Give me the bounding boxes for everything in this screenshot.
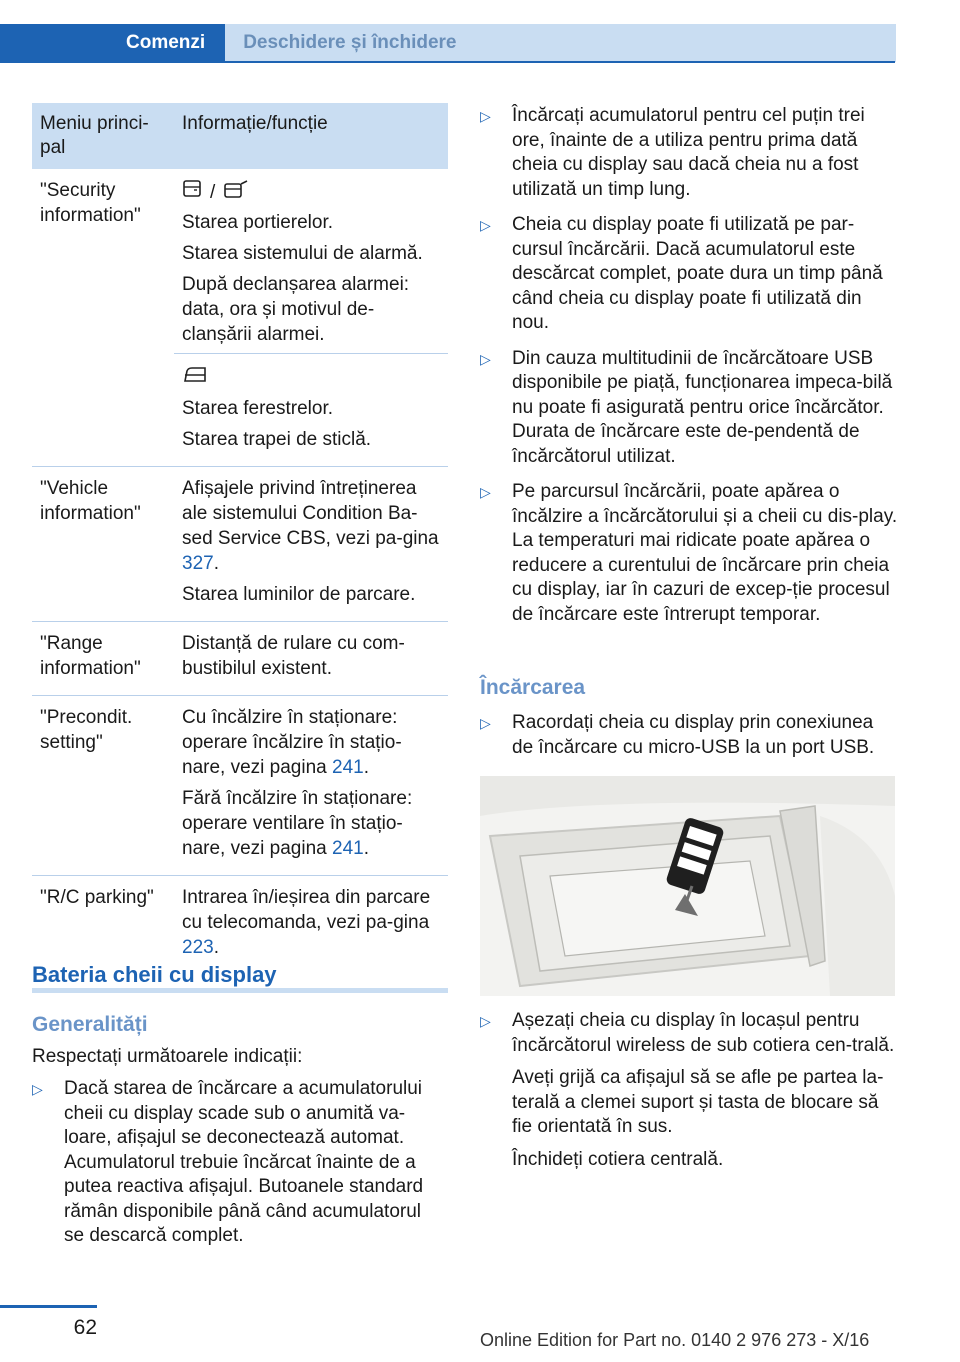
page-number: 62 xyxy=(73,1316,97,1339)
rc-parking-text: Intrarea în/ieșirea din parcare cu telecomanda, vezi pa-gina xyxy=(182,887,431,933)
list-item xyxy=(480,104,898,202)
cbs-suffix: . xyxy=(213,553,219,574)
charging-title: Încărcarea xyxy=(480,676,586,699)
armrest-charger-illustration xyxy=(480,776,895,996)
menu-table xyxy=(32,103,448,993)
cbs-info xyxy=(182,476,440,576)
footer-edition: Online Edition for Part no. 0140 2 976 273 - X/16 xyxy=(480,1330,870,1350)
wireless-step-3: Închideți cotiera centrală. xyxy=(512,1148,724,1170)
footer-divider xyxy=(0,1305,97,1308)
door-icons xyxy=(182,178,440,206)
info-cell xyxy=(174,622,448,695)
heating-suffix: . xyxy=(363,757,369,778)
heating-info xyxy=(182,705,440,780)
windows-sub-cell xyxy=(174,353,448,452)
icon-separator: / xyxy=(210,181,216,203)
table-header-info: Informație/funcție xyxy=(182,113,328,134)
wireless-step-1: Așezați cheia cu display în locașul pentru încărcătorul wireless de sub cotiera cen-trală. xyxy=(512,1010,895,1056)
range-info: Distanță de rulare cu com-bustibilul existent. xyxy=(182,633,405,679)
windows-status: Starea ferestrelor. xyxy=(182,398,334,419)
bullet-text: Dacă starea de încărcare a acumulatorului cheii cu display scade sub o anumită va-loare, afișajul se deconectează automat. Acumulatorul trebuie încărcat înainte de a putea reactiva afișajul. Butoanele standard rămân disponibile până când acumulatorul se descarcă complet. xyxy=(64,1078,424,1246)
table-row xyxy=(32,467,448,622)
info-cell xyxy=(174,467,448,621)
section-subtitle: Generalități xyxy=(32,1013,148,1036)
list-item xyxy=(480,347,898,470)
table-header-menu: Meniu princi-pal xyxy=(40,113,149,158)
menu-cell: "R/C parking" xyxy=(40,887,154,908)
parking-lights-status: Starea luminilor de parcare. xyxy=(182,584,416,605)
charging-bullet-list xyxy=(480,711,898,760)
bullet-triangle-icon: ▷ xyxy=(480,484,491,500)
bullet-triangle-icon: ▷ xyxy=(480,350,491,367)
right-bullet-list xyxy=(480,104,898,638)
table-row xyxy=(32,876,448,974)
ventilation-info xyxy=(182,786,440,861)
bullet-text: Din cauza multitudinii de încărcătoare USB disponibile pe piață, funcționarea impeca-bilă nu poate fi asigurată pentru orice încărcător. Durata de încărcare este de-pendentă de încărcătorul utilizat. xyxy=(512,347,893,467)
menu-cell: "Security information" xyxy=(40,180,141,226)
window-icons xyxy=(182,364,440,392)
table-bottom-bar xyxy=(32,988,448,993)
tab-deschidere-inchidere[interactable]: Deschidere și închidere xyxy=(225,24,896,62)
header-divider xyxy=(0,61,895,63)
bullet-text xyxy=(512,1009,898,1180)
page-link[interactable]: 241 xyxy=(332,838,364,859)
list-item xyxy=(480,213,898,336)
page-link[interactable]: 327 xyxy=(182,553,214,574)
list-item xyxy=(480,480,898,627)
menu-cell: "Precondit. setting" xyxy=(40,707,133,753)
heating-text: Cu încălzire în staționare: operare încălzire în stațio-nare, vezi pagina xyxy=(182,707,402,778)
ventilation-suffix: . xyxy=(363,838,369,859)
tab-comenzi[interactable]: Comenzi xyxy=(0,24,225,62)
bullet-triangle-icon: ▷ xyxy=(480,108,491,124)
list-item xyxy=(480,711,898,760)
menu-cell: "Vehicle information" xyxy=(40,478,141,524)
section-title: Bateria cheii cu display xyxy=(32,962,277,987)
sunroof-status: Starea trapei de sticlă. xyxy=(182,429,372,450)
list-item xyxy=(480,1009,898,1180)
wireless-bullet-list xyxy=(480,1009,898,1180)
table-row xyxy=(32,622,448,696)
rc-parking-info xyxy=(182,885,440,960)
ventilation-text: Fără încălzire în staționare: operare ventilare în stațio-nare, vezi pagina xyxy=(182,788,413,859)
table-row xyxy=(32,696,448,876)
table-header-row xyxy=(32,103,448,169)
door-open-icon xyxy=(223,180,249,205)
chapter-header xyxy=(0,24,896,62)
info-cell xyxy=(174,169,448,466)
menu-cell: "Range information" xyxy=(40,633,141,679)
info-cell xyxy=(174,876,448,974)
doors-status: Starea portierelor. xyxy=(182,212,334,233)
bullet-text: Racordați cheia cu display prin conexiunea de încărcare cu micro-USB la un port USB. xyxy=(512,712,875,758)
bullet-triangle-icon: ▷ xyxy=(480,1013,491,1029)
bullet-triangle-icon: ▷ xyxy=(32,1081,43,1097)
table-row xyxy=(32,169,448,467)
cbs-text: Afișajele privind întreținerea ale sistemului Condition Ba-sed Service CBS, vezi pa-gina xyxy=(182,478,439,549)
window-icon xyxy=(182,365,208,392)
page-link[interactable]: 223 xyxy=(182,937,214,958)
bullet-text: Încărcați acumulatorul pentru cel puțin trei ore, înainte de a utiliza pentru prima dată cheia cu display sau dacă cheia nu a fost utilizată un timp lung. xyxy=(512,105,865,200)
rc-parking-suffix: . xyxy=(213,937,219,958)
info-cell xyxy=(174,696,448,875)
bullet-text: Cheia cu display poate fi utilizată pe par-cursul încărcării. Dacă acumulatorul este descărcat complet, poate dura un timp până când cheia cu display poate fi utilizată din nou. xyxy=(512,214,883,333)
wireless-step-2: Aveți grijă ca afișajul să se afle pe partea la-terală a clemei suport și tasta de blocare să fie orientată în sus. xyxy=(512,1067,884,1137)
bullet-triangle-icon: ▷ xyxy=(480,715,491,731)
bullet-text: Pe parcursul încărcării, poate apărea o încălzire a încărcătorului și a cheii cu dis-play. La temperaturi mai ridicate poate apărea o reducere a curentului de încărcare prin cheia cu display, iar în cazuri de excep-ție procesul de încărcare este întrerupt temporar. xyxy=(512,481,898,625)
alarm-trigger-info: După declanșarea alarmei: data, ora și motivul de-clanșării alarmei. xyxy=(182,274,410,345)
door-closed-icon xyxy=(182,180,202,205)
bullet-triangle-icon: ▷ xyxy=(480,217,491,233)
left-bullet-list xyxy=(32,1077,442,1249)
alarm-status: Starea sistemului de alarmă. xyxy=(182,243,423,264)
section-intro: Respectați următoarele indicații: xyxy=(32,1046,303,1067)
page-link[interactable]: 241 xyxy=(332,757,364,778)
list-item xyxy=(32,1077,442,1249)
